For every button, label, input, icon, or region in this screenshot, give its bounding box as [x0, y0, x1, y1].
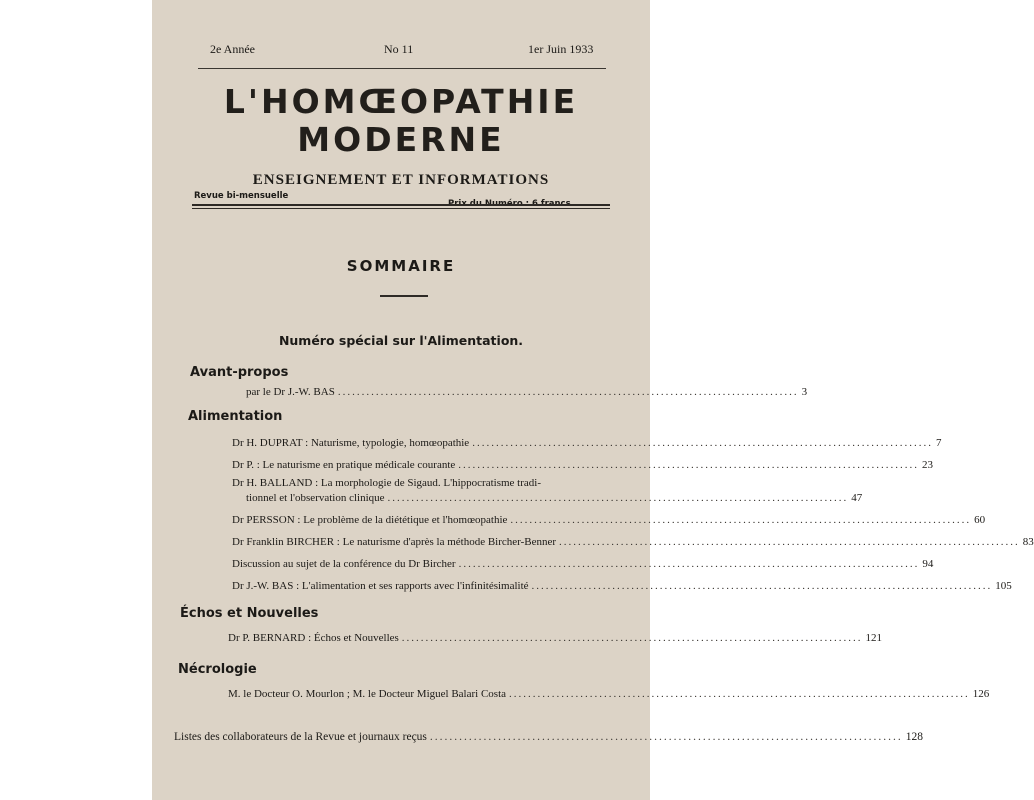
journal-title-line1: L'HOMŒOPATHIE — [223, 82, 579, 121]
toc-entry — [232, 514, 986, 528]
toc-entry-text: Dr P. : Le naturisme en pratique médicale courante — [232, 459, 456, 471]
journal-page — [152, 0, 1034, 800]
section-title: Avant-propos — [190, 365, 289, 380]
journal-subtitle: ENSEIGNEMENT ET INFORMATIONS — [252, 172, 550, 188]
toc-entry-page: 47 — [851, 492, 863, 504]
leader-dots: ................................................................................................. — [510, 514, 972, 526]
contents-rule — [380, 295, 428, 297]
toc-entry — [228, 688, 990, 702]
toc-entry — [232, 580, 1012, 594]
toc-entry — [232, 459, 934, 473]
toc-entry-text: M. le Docteur O. Mourlon ; M. le Docteur Miguel Balari Costa — [228, 688, 507, 700]
toc-entry-page: 121 — [865, 632, 883, 644]
section-title: Nécrologie — [178, 662, 257, 677]
leader-dots: ................................................................................................. — [458, 459, 920, 471]
journal-title-line2: MODERNE — [297, 120, 505, 159]
issue-year: 2e Année — [210, 42, 255, 56]
toc-entry — [246, 386, 808, 400]
leader-dots: ................................................................................................. — [337, 386, 799, 398]
toc-entry-page: 94 — [922, 558, 934, 570]
frequency-note: Revue bi-mensuelle — [194, 191, 289, 201]
toc-entry-text: Dr H. BALLAND : La morphologie de Sigaud. L'hippocratisme tradi- — [232, 477, 541, 489]
section-title: Alimentation — [188, 409, 283, 424]
leader-dots: ................................................................................................. — [559, 536, 1020, 548]
toc-entry-continuation: tionnel et l'observation clinique — [246, 492, 385, 504]
leader-dots: ................................................................................................. — [509, 688, 970, 700]
toc-entry-page: 7 — [935, 437, 942, 449]
toc-entry-text: Dr J.-W. BAS : L'alimentation et ses rapports avec l'infinitésimalité — [232, 580, 529, 592]
toc-entry — [232, 558, 934, 572]
toc-entry-page: 3 — [801, 386, 808, 398]
toc-entry-page: 60 — [974, 514, 986, 526]
issue-number: No 11 — [384, 42, 414, 56]
contents-heading: SOMMAIRE — [346, 257, 456, 275]
toc-entry — [232, 437, 942, 451]
section-title: Échos et Nouvelles — [180, 606, 319, 621]
toc-entry — [232, 536, 1034, 550]
special-issue-title: Numéro spécial sur l'Alimentation. — [278, 333, 524, 348]
masthead-rule-thin — [192, 208, 610, 209]
toc-entry — [228, 632, 883, 646]
masthead-rule-thick — [192, 204, 610, 206]
toc-entry-text: Dr PERSSON : Le problème de la diététique et l'homœopathie — [232, 514, 508, 526]
leader-dots: ................................................................................................. — [429, 731, 903, 743]
toc-entry-text: Dr H. DUPRAT : Naturisme, typologie, homœopathie — [232, 437, 470, 449]
toc-entry-final — [174, 731, 924, 745]
toc-entry-text: Listes des collaborateurs de la Revue et journaux reçus — [174, 731, 427, 743]
toc-entry-page: 105 — [995, 580, 1012, 592]
leader-dots: ................................................................................................. — [401, 632, 863, 644]
toc-entry-page: 23 — [922, 459, 934, 471]
toc-entry-page: 128 — [905, 731, 924, 743]
toc-entry-text: Dr P. BERNARD : Échos et Nouvelles — [228, 632, 399, 644]
toc-entry-page: 126 — [972, 688, 990, 700]
leader-dots: ................................................................................................. — [531, 580, 993, 592]
toc-entry-text: par le Dr J.-W. BAS — [246, 386, 335, 398]
issue-date: 1er Juin 1933 — [528, 42, 594, 56]
leader-dots: ................................................................................................. — [387, 492, 849, 504]
toc-entry-text: Discussion au sujet de la conférence du Dr Bircher — [232, 558, 456, 570]
header-rule — [198, 68, 606, 69]
toc-entry — [246, 492, 863, 506]
leader-dots: ................................................................................................. — [458, 558, 920, 570]
leader-dots: ................................................................................................. — [472, 437, 933, 449]
toc-entry-text: Dr Franklin BIRCHER : Le naturisme d'après la méthode Bircher-Benner — [232, 536, 557, 548]
toc-entry-page: 83 — [1022, 536, 1034, 548]
